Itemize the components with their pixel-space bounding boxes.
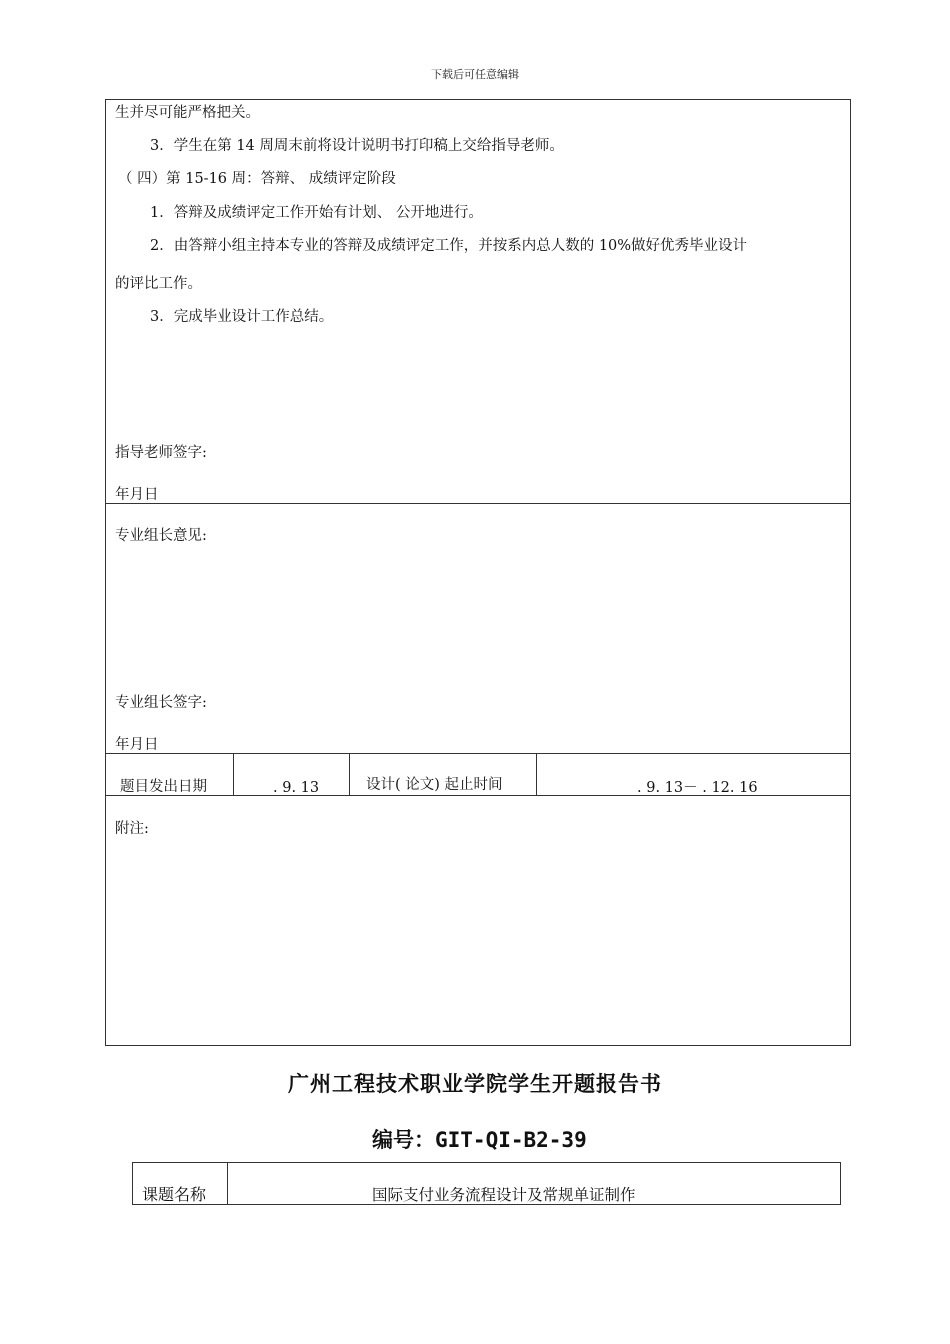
dates-col-divider-1 <box>233 753 234 795</box>
issue-date-label: 题目发出日期 <box>120 779 207 795</box>
issue-date-value: . 9. 13 <box>273 780 320 796</box>
report-title: 广州工程技术职业学院学生开题报告书 <box>288 1072 662 1096</box>
form-code: 编号：GIT-QI-B2-39 <box>372 1128 587 1152</box>
divider-section2 <box>105 753 851 754</box>
group-leader-opinion-label: 专业组长意见: <box>115 528 207 544</box>
notes-label: 附注: <box>115 821 149 837</box>
topic-label: 课题名称 <box>142 1185 207 1204</box>
divider-dates-row <box>105 795 851 796</box>
topic-col-divider <box>227 1162 228 1205</box>
text-line-3: （ 四）第 15-16 周：答辩、 成绩评定阶段 <box>118 171 396 187</box>
text-line-7: 3．完成毕业设计工作总结。 <box>150 309 334 325</box>
supervisor-signature-label: 指导老师签字: <box>115 445 207 461</box>
text-line-2: 3．学生在第 14 周周末前将设计说明书打印稿上交给指导老师。 <box>150 138 564 154</box>
topic-value: 国际支付业务流程设计及常规单证制作 <box>372 1186 636 1204</box>
group-leader-date-label: 年月日 <box>115 737 159 753</box>
dates-col-divider-2 <box>349 753 350 795</box>
text-line-4: 1．答辩及成绩评定工作开始有计划、 公开地进行。 <box>150 205 483 221</box>
divider-section1 <box>105 503 851 504</box>
header-note: 下载后可任意编辑 <box>431 68 519 81</box>
group-leader-signature-label: 专业组长签字: <box>115 695 207 711</box>
text-line-1: 生并尽可能严格把关。 <box>115 105 260 121</box>
text-line-5: 2．由答辩小组主持本专业的答辩及成绩评定工作，并按系内总人数的 10%做好优秀毕业设计 <box>150 238 748 254</box>
supervisor-date-label: 年月日 <box>115 487 159 503</box>
dates-col-divider-3 <box>536 753 537 795</box>
text-line-6: 的评比工作。 <box>115 276 202 292</box>
design-period-label: 设计( 论文) 起止时间 <box>366 777 503 793</box>
design-period-value: . 9. 13－ . 12. 16 <box>637 780 758 796</box>
